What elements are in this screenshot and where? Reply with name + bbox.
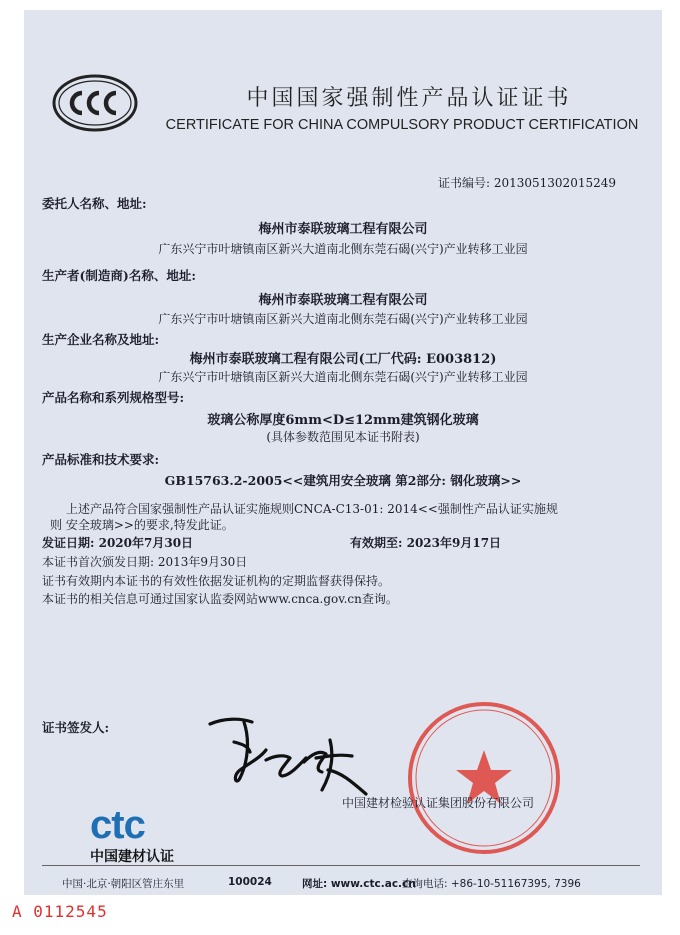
client-address: 广东兴宁市叶塘镇南区新兴大道南北侧东莞石碣(兴宁)产业转移工业园 — [158, 242, 528, 256]
cert-number: 证书编号: 2013051302015249 — [437, 176, 616, 190]
official-seal-icon — [404, 698, 564, 858]
first-issue-date: 本证书首次颁发日期: 2013年9月30日 — [42, 555, 248, 569]
title-cn: 中国国家强制性产品认证证书 — [246, 86, 572, 111]
factory-label: 生产企业名称及地址: — [42, 332, 160, 347]
standard-value: GB15763.2-2005<<建筑用安全玻璃 第2部分: 钢化玻璃>> — [164, 473, 522, 488]
footer-website: 网址: www.ctc.ac.cn — [302, 878, 416, 890]
product-name: 玻璃公称厚度6mm<D≤12mm建筑钢化玻璃 — [207, 413, 479, 428]
expiry-date: 有效期至: 2023年9月17日 — [350, 536, 502, 550]
client-label: 委托人名称、地址: — [42, 196, 147, 211]
factory-name: 梅州市泰联玻璃工程有限公司(工厂代码: E003812) — [189, 352, 497, 367]
footer-phone: 查询电话: +86-10-51167395, 7396 — [402, 878, 581, 890]
statement-line1: 上述产品符合国家强制性产品认证实施规则CNCA-C13-01: 2014<<强制性产品认证实施规 — [66, 502, 558, 516]
title-en: CERTIFICATE FOR CHINA COMPULSORY PRODUCT CERTIFICATION — [165, 117, 639, 133]
manufacturer-label: 生产者(制造商)名称、地址: — [42, 268, 196, 283]
signature-label: 证书签发人: — [42, 720, 110, 735]
validity-note: 证书有效期内本证书的有效性依据发证机构的定期监督获得保持。 — [42, 574, 391, 588]
footer-divider — [42, 865, 640, 866]
client-name: 梅州市泰联玻璃工程有限公司 — [258, 222, 428, 237]
statement-line2: 则 安全玻璃>>的要求,特发此证。 — [50, 518, 234, 532]
footer-address: 中国·北京·朝阳区管庄东里 — [62, 878, 185, 890]
product-note: (具体参数范围见本证书附表) — [266, 430, 420, 444]
footer-postcode: 100024 — [228, 876, 272, 888]
standard-label: 产品标准和技术要求: — [42, 452, 160, 467]
signature-icon — [204, 710, 374, 800]
manufacturer-address: 广东兴宁市叶塘镇南区新兴大道南北侧东莞石碣(兴宁)产业转移工业园 — [158, 312, 528, 326]
ctc-logo — [90, 803, 210, 866]
serial-number: A 0112545 — [12, 902, 108, 921]
product-label: 产品名称和系列规格型号: — [42, 390, 185, 405]
issuer-name: 中国建材检验认证集团股份有限公司 — [342, 796, 535, 810]
manufacturer-name: 梅州市泰联玻璃工程有限公司 — [258, 293, 428, 308]
ctc-brand-name: 中国建材认证 — [90, 849, 174, 865]
inquiry-note: 本证书的相关信息可通过国家认监委网站www.cnca.gov.cn查询。 — [42, 592, 398, 606]
issue-date: 发证日期: 2020年7月30日 — [42, 536, 194, 550]
factory-address: 广东兴宁市叶塘镇南区新兴大道南北侧东莞石碣(兴宁)产业转移工业园 — [158, 370, 528, 384]
ccc-logo-icon — [52, 74, 138, 132]
certificate-sheet — [24, 10, 662, 895]
ctc-logo-icon: ctc — [90, 803, 145, 847]
